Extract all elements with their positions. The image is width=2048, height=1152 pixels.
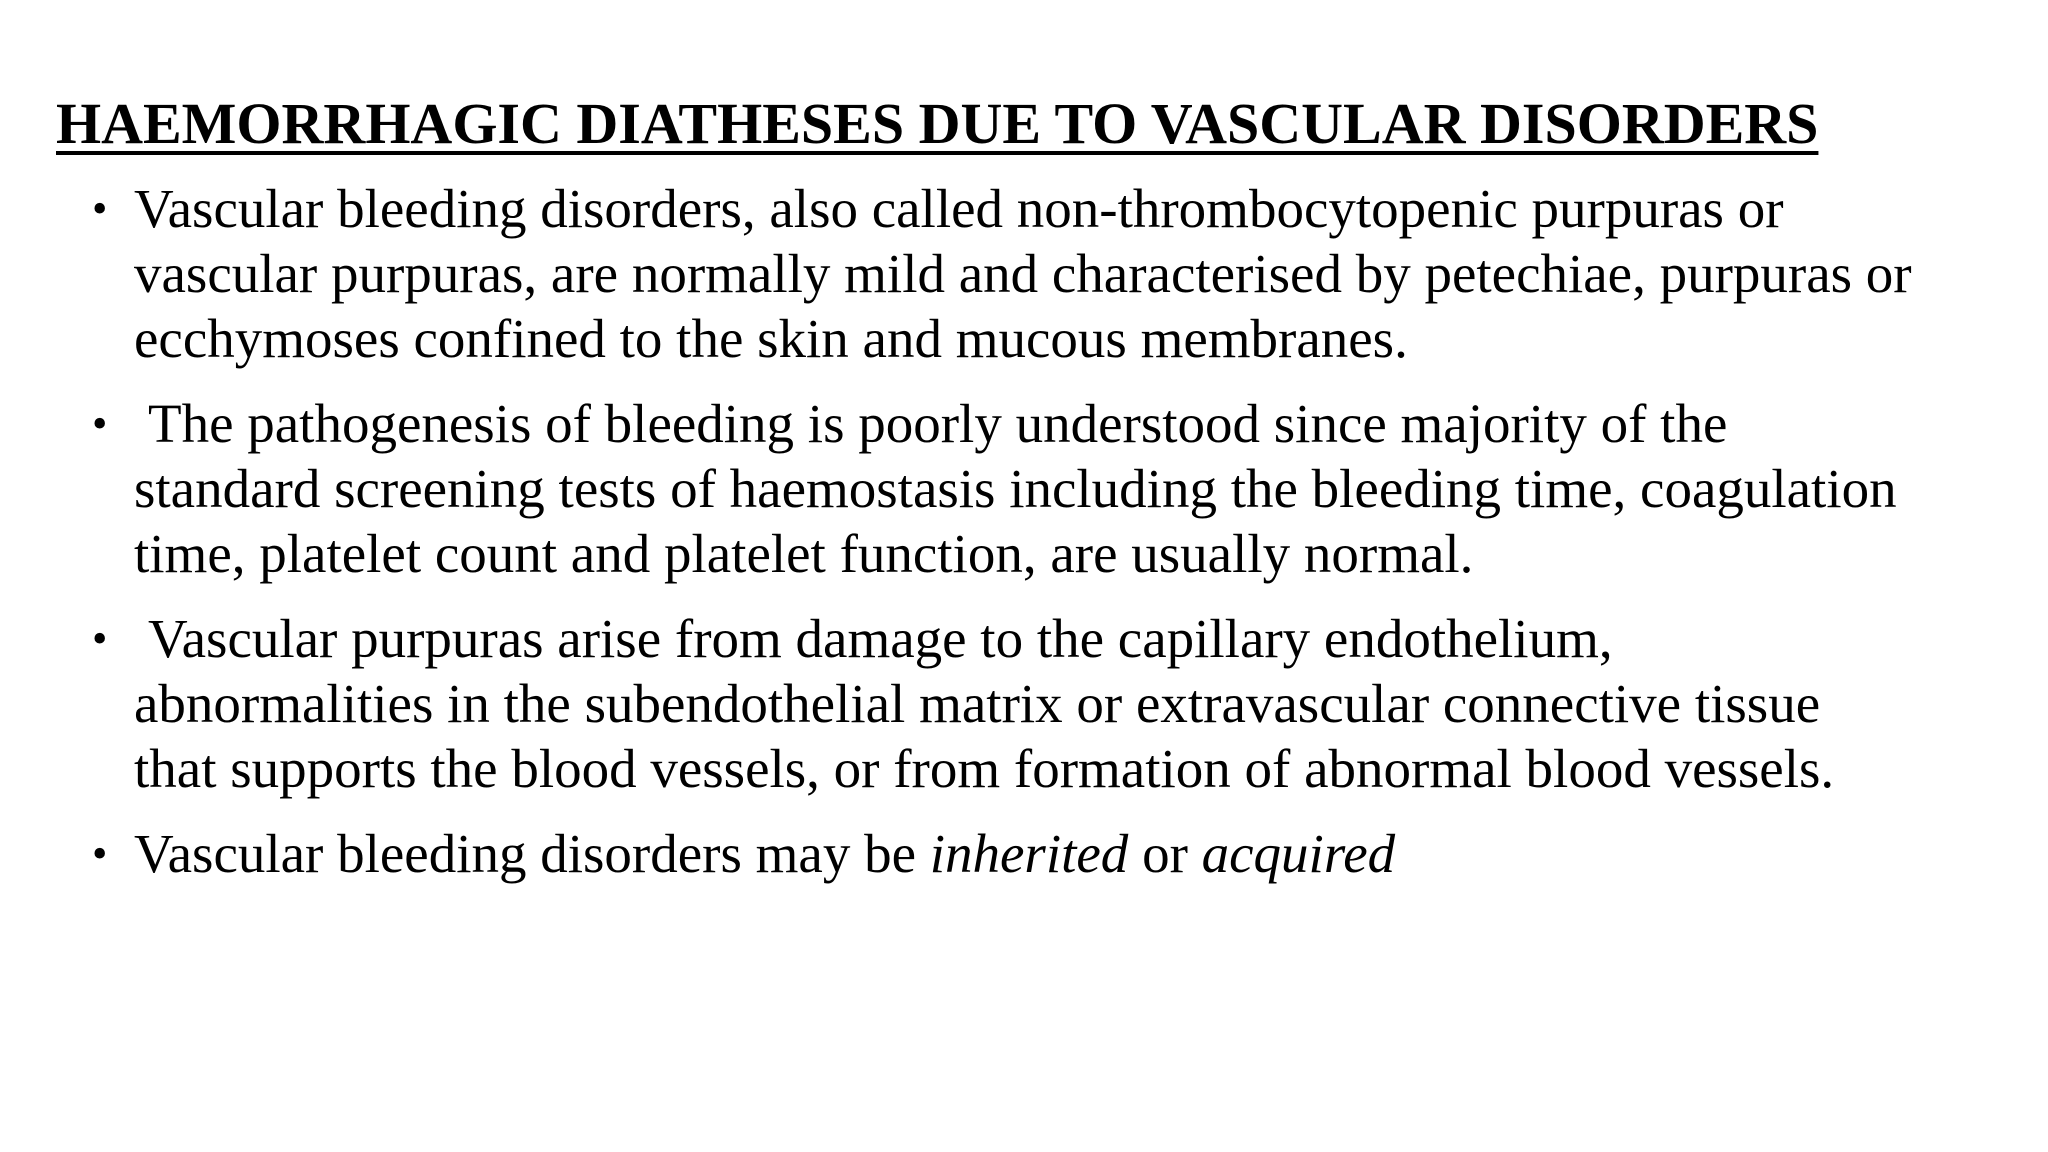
bullet-list xyxy=(92,176,1912,906)
bullet-text-plain: Vascular bleeding disorders may be xyxy=(134,823,930,884)
bullet-dot-icon: • xyxy=(92,399,108,448)
slide-title: HAEMORRHAGIC DIATHESES DUE TO VASCULAR DISORDERS xyxy=(56,91,1819,156)
italic-term-inherited: inherited xyxy=(929,823,1129,884)
bullet-text: Vascular purpuras arise from damage to the capillary endothelium, abnormalities in the subendothelial matrix or extravascular connective tissue that supports the blood vessels, or from formation of abnormal blood vessels. xyxy=(134,608,1835,799)
bullet-item-2 xyxy=(92,391,1912,586)
bullet-item-4 xyxy=(92,821,1912,886)
bullet-text: The pathogenesis of bleeding is poorly understood since majority of the standard screening tests of haemostasis including the bleeding time, coagulation time, platelet count and platelet function, are usually normal. xyxy=(134,393,1897,584)
bullet-text xyxy=(134,821,1912,886)
bullet-item-1 xyxy=(92,176,1912,371)
italic-term-acquired: acquired xyxy=(1201,823,1396,884)
bullet-text: Vascular bleeding disorders, also called non-thrombocytopenic purpuras or vascular purpuras, are normally mild and characterised by petechiae, purpuras or ecchymoses confined to the skin and mucous membranes. xyxy=(134,178,1912,369)
bullet-dot-icon: • xyxy=(92,829,108,878)
bullet-dot-icon: • xyxy=(92,184,108,233)
bullet-text-plain: or xyxy=(1128,823,1202,884)
bullet-item-3 xyxy=(92,606,1912,801)
bullet-dot-icon: • xyxy=(92,614,108,663)
